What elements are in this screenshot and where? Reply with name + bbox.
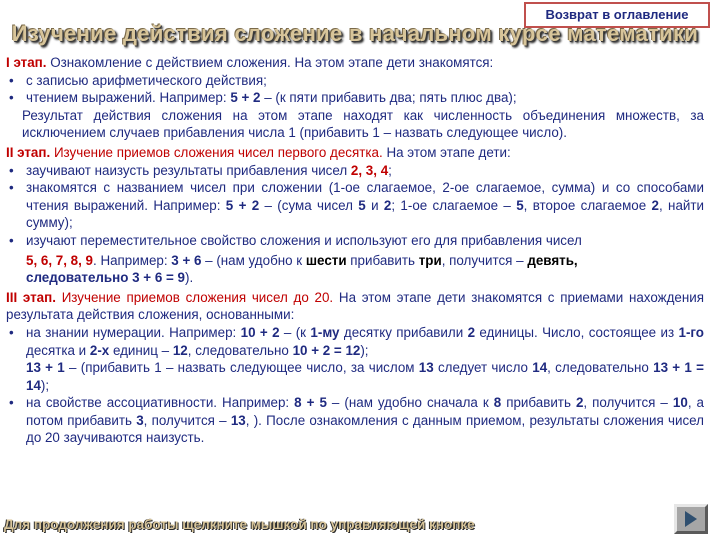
bullet-icon: • — [9, 232, 14, 248]
bullet-icon: • — [9, 395, 14, 411]
stage2-bullet-1: • заучивают наизусть результаты прибавления чисел 2, 3, 4; — [9, 162, 392, 178]
stage3-bullet-2: • на свойстве ассоциативности. Например: 8 + 5 – (нам удобно сначала к 8 прибавить 2, получится – 10, а потом прибавить 3, получится – 13, ). После ознакомления с данным приемом, результаты сложения чисел до 20 заучиваются наизусть. — [9, 395, 704, 446]
next-slide-button[interactable] — [674, 504, 708, 534]
stage2-heading: II этап. — [6, 144, 51, 160]
continue-instruction: Для продолжения работы щелкните мышкой по управляющей кнопке — [4, 517, 475, 532]
stage3-heading: III этап. — [6, 289, 56, 305]
main-content — [6, 54, 704, 447]
stage2-bullet-3: • изучают переместительное свойство сложения и используют его для прибавления чисел — [9, 232, 582, 248]
stage3-intro: III этап. Изучение приемов сложения чисел до 20. На этом этапе дети знакомятся с приемами нахождения результата действия сложения, основанными: — [6, 289, 704, 323]
stage3-example-continuation: 13 + 1 – (прибавить 1 – назвать следующее число, за числом 13 следует число 14, следовательно 13 + 1 = 14); — [26, 360, 704, 393]
page-title: Изучение действия сложение в начальном курсе математики — [11, 21, 699, 46]
back-to-contents-button[interactable]: Возврат в оглавление — [524, 2, 710, 28]
stage1-intro-text: Ознакомление с действием сложения. На этом этапе дети знакомятся: — [50, 55, 494, 70]
stage2-title: Изучение приемов сложения чисел первого десятка. — [53, 144, 383, 160]
stage1-bullet-2: • чтением выражений. Например: 5 + 2 – (к пяти прибавить два; пять плюс два); — [9, 90, 517, 106]
bullet-icon: • — [9, 162, 14, 178]
stage1-intro — [6, 54, 704, 72]
stage1-heading: I этап. — [6, 55, 47, 70]
bullet-icon: • — [9, 72, 14, 88]
bullet-icon: • — [9, 90, 14, 106]
stage2-bullet-3-continuation: 5, 6, 7, 8, 9. Например: 3 + 6 – (нам удобно к шести прибавить три, получится – девять, следовательно 3 + 6 = 9). — [26, 252, 578, 286]
stage1-paragraph: Результат действия сложения на этом этапе находят как численность объединения множеств, за исключением случаев прибавления числа 1 (прибавить 1 – назвать следующее число). — [22, 107, 704, 141]
stage1-bullet-1: • с записью арифметического действия; — [9, 72, 267, 88]
bullet-icon: • — [9, 180, 14, 196]
stage3-bullet-1: • на знании нумерации. Например: 10 + 2 – (к 1-му десятку прибавили 2 единицы. Число, состоящее из 1-го десятка и 2-х единиц – 12, следовательно 10 + 2 = 12); — [9, 324, 704, 358]
play-arrow-icon — [685, 511, 697, 527]
stage2-bullet-2: • знакомятся с названием чисел при сложении (1-ое слагаемое, 2-ое слагаемое, сумма) и со способами чтения выражений. Например: 5 + 2 – (сума чисел 5 и 2; 1-ое слагаемое – 5, второе слагаемое 2, найти сумму); — [9, 180, 704, 231]
stage3-title: Изучение приемов сложения чисел до 20. — [61, 289, 334, 305]
bullet-icon: • — [9, 324, 14, 340]
stage2-intro: II этап. Изучение приемов сложения чисел первого десятка. На этом этапе дети: — [6, 144, 511, 160]
